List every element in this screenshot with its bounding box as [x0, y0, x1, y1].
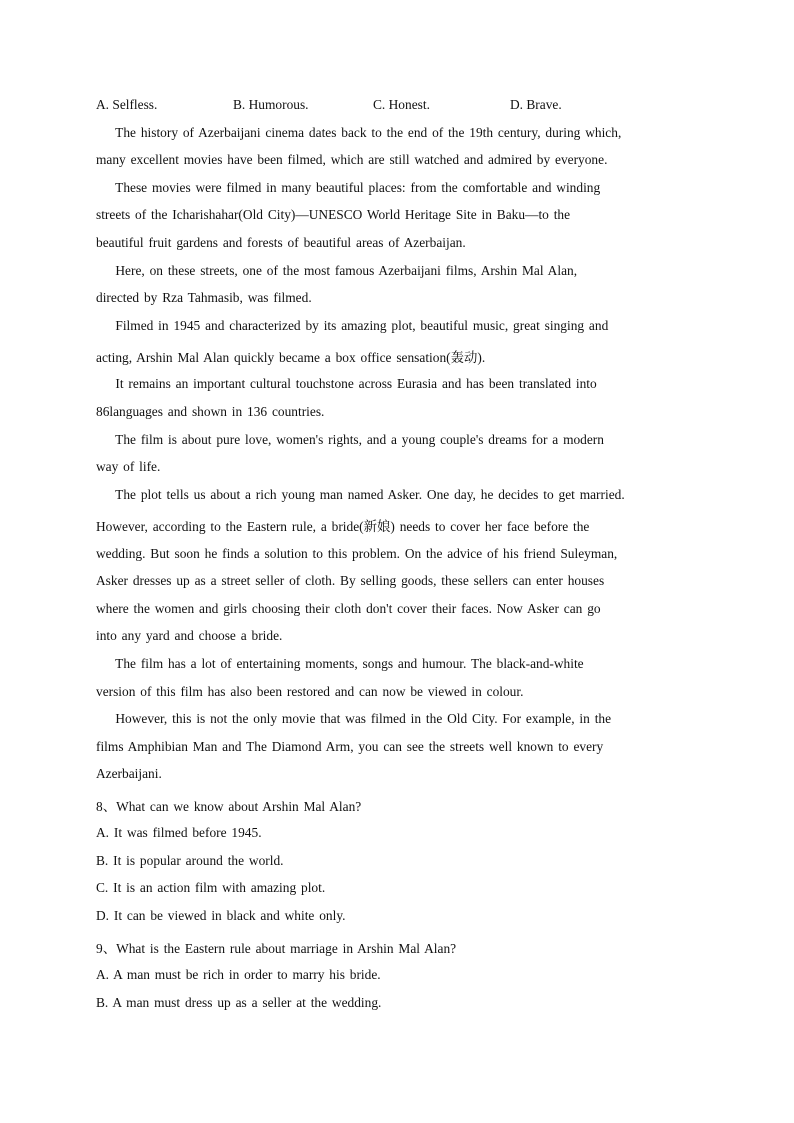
previous-question-options — [0, 97, 794, 115]
passage-line: It remains an important cultural touchstone across Eurasia and has been translated into — [96, 376, 597, 391]
passage-line: The film is about pure love, women's rights, and a young couple's dreams for a modern — [96, 432, 604, 447]
passage-line: streets of the Icharishahar(Old City)—UNESCO World Heritage Site in Baku—to the — [96, 207, 571, 222]
passage-line: films Amphibian Man and The Diamond Arm, you can see the streets well known to every — [96, 739, 604, 754]
passage-line: directed by Rza Tahmasib, was filmed. — [96, 290, 312, 305]
passage-line: where the women and girls choosing their cloth don't cover their faces. Now Asker can go — [96, 601, 601, 616]
passage-line: beautiful fruit gardens and forests of beautiful areas of Azerbaijan. — [96, 235, 466, 250]
passage-line: The plot tells us about a rich young man named Asker. One day, he decides to get married. — [96, 487, 625, 502]
passage-line: Azerbaijani. — [96, 766, 162, 781]
option-b: B. Humorous. — [233, 97, 309, 112]
passage-line: Here, on these streets, one of the most famous Azerbaijani films, Arshin Mal Alan, — [96, 263, 578, 278]
passage-line: wedding. But soon he finds a solution to this problem. On the advice of his friend Suleyman, — [96, 546, 618, 561]
answer-option: A. A man must be rich in order to marry his bride. — [96, 967, 381, 982]
passage-line: acting, Arshin Mal Alan quickly became a box office sensation(轰动). — [96, 350, 486, 365]
passage-line: into any yard and choose a bride. — [96, 628, 283, 643]
passage-line: version of this film has also been restored and can now be viewed in colour. — [96, 684, 524, 699]
answer-option: A. It was filmed before 1945. — [96, 825, 262, 840]
passage-line: However, this is not the only movie that was filmed in the Old City. For example, in the — [96, 711, 612, 726]
answer-option: C. It is an action film with amazing plot. — [96, 880, 326, 895]
passage-line: Filmed in 1945 and characterized by its amazing plot, beautiful music, great singing and — [96, 318, 609, 333]
passage-line: way of life. — [96, 459, 161, 474]
option-a: A. Selfless. — [96, 97, 158, 112]
passage-line: Asker dresses up as a street seller of cloth. By selling goods, these sellers can enter houses — [96, 573, 605, 588]
question-stem: 9、What is the Eastern rule about marriage in Arshin Mal Alan? — [96, 941, 457, 956]
answer-option: B. It is popular around the world. — [96, 853, 284, 868]
passage-line: However, according to the Eastern rule, a bride(新娘) needs to cover her face before the — [96, 519, 590, 534]
passage-line: many excellent movies have been filmed, which are still watched and admired by everyone. — [96, 152, 608, 167]
option-c: C. Honest. — [373, 97, 430, 112]
passage-line: 86languages and shown in 136 countries. — [96, 404, 325, 419]
passage-line: The history of Azerbaijani cinema dates back to the end of the 19th century, during which, — [96, 125, 622, 140]
answer-option: B. A man must dress up as a seller at the wedding. — [96, 995, 382, 1010]
answer-option: D. It can be viewed in black and white only. — [96, 908, 346, 923]
question-stem: 8、What can we know about Arshin Mal Alan? — [96, 799, 362, 814]
option-d: D. Brave. — [510, 97, 562, 112]
passage-line: These movies were filmed in many beautiful places: from the comfortable and winding — [96, 180, 601, 195]
passage-line: The film has a lot of entertaining moments, songs and humour. The black-and-white — [96, 656, 584, 671]
